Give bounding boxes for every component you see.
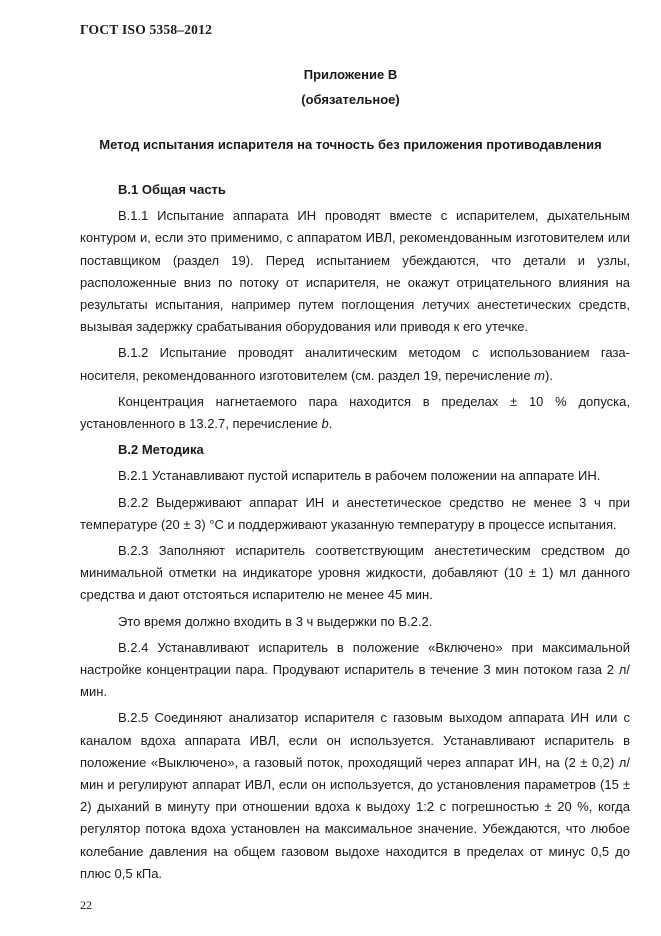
- standard-header: ГОСТ ISO 5358–2012: [80, 22, 213, 37]
- paragraph-b1-2-text: В.1.2 Испытание проводят аналитическим методом с использованием газа-носителя, рекомендованного изготовителем (см. раздел 19, перечисление: [80, 345, 630, 383]
- paragraph-concentration-end: .: [328, 416, 333, 432]
- paragraph-b1-2: [80, 342, 630, 386]
- section-heading-b1: В.1 Общая часть: [118, 182, 226, 197]
- paragraph-b2-3-note: Это время должно входить в 3 ч выдержки по В.2.2.: [118, 613, 433, 629]
- method-title: Метод испытания испарителя на точность без приложения противодавления: [99, 137, 602, 152]
- paragraph-b2-4: В.2.4 Устанавливают испаритель в положение «Включено» при максимальной настройке концентрации пара. Продувают испаритель в течение 3 мин потоком газа 2 л/мин.: [80, 639, 630, 700]
- section-heading-b2: В.2 Методика: [118, 442, 204, 458]
- paragraph-b2-3: В.2.3 Заполняют испаритель соответствующим анестетическим средством до минимальной отметки на индикаторе уровня жидкости, добавляют (10 ± 1) мл данного средства и дают отстояться испарителю не менее 45 мин.: [80, 543, 630, 603]
- paragraph-b1-1: В.1.1 Испытание аппарата ИН проводят вместе с испарителем, дыхательным контуром и, если это применимо, с аппаратом ИВЛ, рекомендованным изготовителем или поставщиком (раздел 19). Перед испытанием убеждаются, что детали и узлы, расположенные вниз по потоку от испарителя, не окажут отрицательного влияния на результаты испытания, например путем поглощения летучих анестетических средств, вызывая задержку срабатывания оборудования или приводя к его утечке.: [80, 208, 630, 335]
- page-number: 22: [80, 898, 92, 912]
- paragraph-b2-2: В.2.2 Выдерживают аппарат ИН и анестетическое средство не менее 3 ч при температуре (20 ± 3) °С и поддерживают указанную температуру в процессе испытания.: [80, 494, 630, 532]
- appendix-subtitle: (обязательное): [301, 92, 400, 107]
- enumeration-m: m: [534, 367, 546, 383]
- paragraph-b1-2-end: ).: [545, 367, 553, 383]
- paragraph-b2-1: В.2.1 Устанавливают пустой испаритель в рабочем положении на аппарате ИН.: [118, 468, 601, 484]
- paragraph-concentration: [80, 391, 630, 435]
- appendix-title: Приложение В: [303, 67, 398, 82]
- enumeration-b: b: [321, 416, 329, 432]
- paragraph-b2-5: В.2.5 Соединяют анализатор испарителя с газовым выходом аппарата ИН или с каналом вдоха аппарата ИВЛ, если он используется. Устанавливают испаритель в положение «Выключено», а газовый поток, проходящий через аппарат ИН, на (2 ± 0,2) л/мин и регулируют аппарат ИВЛ, если он используется, до установления параметров (15 ± 2) дыханий в минуту при отношении вдоха к выдоху 1:2 с погрешностью ± 20 %, когда регулятор потока вдоха установлен на максимальное значение. Убеждаются, что любое колебание давления на общем газовом выдохе находится в пределах от минус 0,5 до плюс 0,5 кПа.: [80, 710, 630, 881]
- document-body: [80, 179, 630, 889]
- paragraph-concentration-text: Концентрация нагнетаемого пара находится в пределах ± 10 % допуска, установленного в 13.2.7, перечисление: [80, 393, 630, 432]
